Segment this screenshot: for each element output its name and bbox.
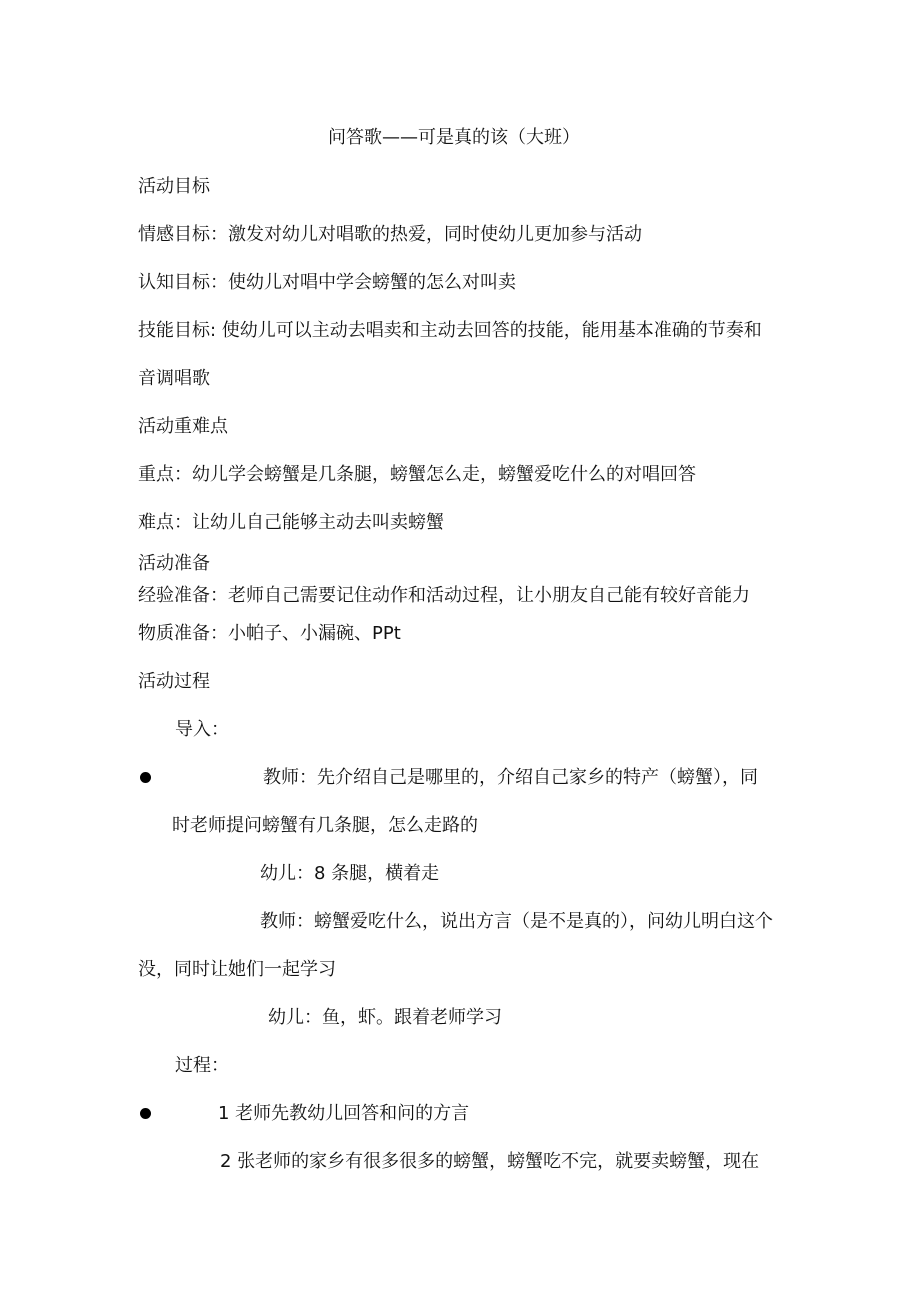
bullet-icon: [140, 1108, 151, 1119]
process-step-2: 2 张老师的家乡有很多很多的螃蟹，螃蟹吃不完，就要卖螃蟹，现在: [220, 1151, 760, 1172]
heading-process: 活动过程: [138, 671, 210, 692]
goal-cognition: 认知目标：使幼儿对唱中学会螃蟹的怎么对叫卖: [138, 272, 516, 293]
difficulty: 难点：让幼儿自己能够主动去叫卖螃蟹: [138, 512, 444, 533]
heading-activity-goals: 活动目标: [138, 176, 210, 197]
process-step-1: 1 老师先教幼儿回答和问的方言: [218, 1103, 470, 1124]
goal-emotion: 情感目标：激发对幼儿对唱歌的热爱，同时使幼儿更加参与活动: [138, 224, 642, 245]
child-dialogue-1: 幼儿：8 条腿，横着走: [260, 863, 440, 884]
goal-skill-line-2: 音调唱歌: [138, 368, 210, 389]
heading-preparation: 活动准备: [138, 553, 210, 574]
prep-experience: 经验准备：老师自己需要记住动作和活动过程，让小朋友自己能有较好音能力: [138, 585, 750, 606]
teacher-dialogue-2-line-2: 没，同时让她们一起学习: [138, 959, 336, 980]
teacher-dialogue-1-line-1: 教师：先介绍自己是哪里的，介绍自己家乡的特产（螃蟹），同: [263, 767, 758, 788]
key-point: 重点：幼儿学会螃蟹是几条腿，螃蟹怎么走，螃蟹爱吃什么的对唱回答: [138, 464, 696, 485]
heading-key-points: 活动重难点: [138, 416, 228, 437]
bullet-icon: [140, 772, 151, 783]
document-title: 问答歌——可是真的该（大班）: [328, 127, 580, 148]
teacher-dialogue-2-line-1: 教师：螃蟹爱吃什么，说出方言（是不是真的），问幼儿明白这个: [260, 911, 773, 932]
goal-skill-line-1: 技能目标: 使幼儿可以主动去唱卖和主动去回答的技能，能用基本准确的节奏和: [138, 320, 762, 341]
child-dialogue-2: 幼儿：鱼，虾。跟着老师学习: [268, 1007, 502, 1028]
intro-label: 导入：: [175, 719, 229, 740]
prep-materials: 物质准备：小帕子、小漏碗、PPt: [138, 623, 401, 644]
teacher-dialogue-1-line-2: 时老师提问螃蟹有几条腿，怎么走路的: [172, 815, 478, 836]
process-label: 过程：: [175, 1055, 229, 1076]
